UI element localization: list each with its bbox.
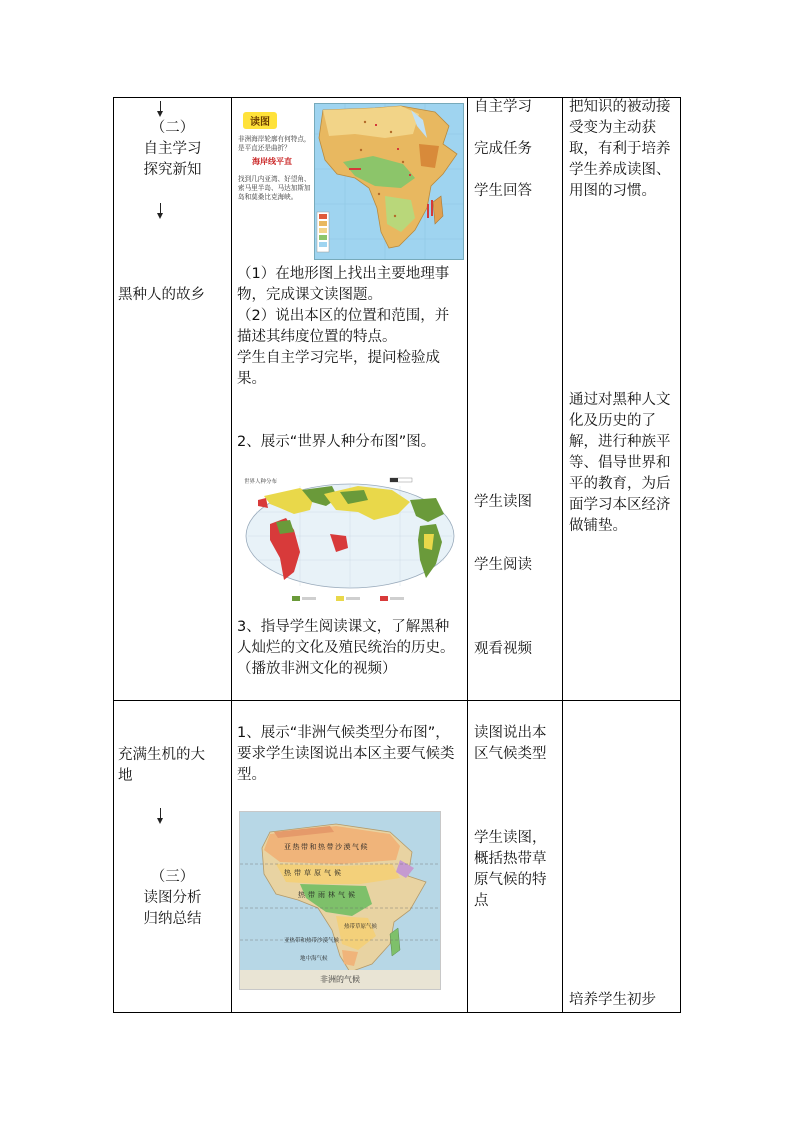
world-race-map-svg: [240, 474, 460, 614]
step-1-text: （1）在地形图上找出主要地理事物，完成课文读图题。: [237, 266, 450, 303]
down-arrow-icon: [156, 203, 166, 219]
topic-africa-land-l2: 地: [118, 768, 133, 784]
africa-climate-map: [239, 811, 441, 990]
design-intent-2: 通过对黑种人文化及历史的了解，进行种族平等、倡导世界和平的教育，为后面学习本区经济做铺垫。: [569, 392, 671, 534]
world-race-map-title: 世界人种分布: [244, 479, 278, 485]
read-text-instruction: 3、指导学生阅读课文，了解黑种人灿烂的文化及殖民统治的历史。（播放非洲文化的视频）: [237, 619, 455, 677]
section-heading-number: （二）: [150, 120, 195, 136]
table-col-divider-2: [467, 97, 468, 1013]
student-check-text: 学生自主学习完毕，提问检验成果。: [237, 350, 440, 387]
activity-answer: 学生回答: [474, 183, 532, 199]
table-border-bottom: [113, 1012, 681, 1013]
table-border-right: [680, 97, 681, 1013]
world-race-map: [240, 474, 460, 614]
topic-africa-land-l1: 充满生机的大: [118, 747, 205, 763]
climate-label-south-savanna: 热带草原气候: [344, 924, 378, 930]
show-race-map-text: 2、展示“世界人种分布图”图。: [237, 434, 436, 450]
topic-black-race: 黑种人的故乡: [118, 287, 205, 303]
africa-terrain-map-svg: [315, 104, 463, 259]
africa-terrain-map: [314, 103, 464, 260]
activity-read-map: 学生读图: [474, 494, 532, 510]
activity-complete-task: 完成任务: [474, 141, 532, 157]
section-heading-line1: 自主学习: [143, 141, 202, 157]
activity-summarize-climate: 学生读图，概括热带草原气候的特点: [474, 830, 547, 909]
section-heading-number: （三）: [150, 869, 195, 885]
climate-label-mediterranean: 地中海气候: [300, 956, 328, 962]
section-heading-line1: 读图分析: [143, 890, 202, 906]
reading-card-question2: 找到几内亚湾、好望角、索马里半岛、马达加斯加岛和莫桑比克海峡。: [238, 175, 311, 201]
reading-card: [236, 103, 314, 259]
climate-label-north-savanna: 热带草原气候: [284, 869, 344, 877]
africa-climate-map-svg: [240, 812, 440, 989]
design-intent-1: 把知识的被动接受变为主动获取，有利于培养学生养成读图、用图的习惯。: [569, 99, 671, 199]
climate-label-north-desert: 亚热带和热带沙漠气候: [284, 843, 369, 851]
table-col-divider-1: [231, 97, 232, 1013]
reading-card-title: 读图: [243, 112, 277, 129]
design-intent-3: 培养学生初步: [569, 992, 656, 1008]
show-climate-map-text: 1、展示“非洲气候类型分布图”，要求学生读图说出本区主要气候类型。: [237, 725, 455, 783]
section-heading-line2: 探究新知: [143, 162, 202, 178]
climate-label-south-desert: 亚热带和热带沙漠气候: [284, 938, 340, 944]
activity-name-climate: 读图说出本区气候类型: [474, 725, 547, 762]
step-2-text: （2）说出本区的位置和范围，并描述其纬度位置的特点。: [237, 308, 450, 345]
activity-self-study: 自主学习: [474, 99, 532, 115]
table-col-divider-3: [562, 97, 563, 1013]
climate-map-caption: 非洲的气候: [320, 975, 360, 984]
section-heading-line2: 归纳总结: [143, 911, 202, 927]
activity-watch-video: 观看视频: [474, 641, 532, 657]
climate-label-rainforest: 热带雨林气候: [298, 891, 358, 899]
activity-read-text: 学生阅读: [474, 557, 532, 573]
down-arrow-icon: [156, 101, 166, 117]
reading-card-question1: 非洲海岸轮廓有何特点，是平直还是曲折？: [238, 135, 311, 152]
reading-card-answer1: 海岸线平直: [252, 156, 292, 166]
down-arrow-icon: [156, 808, 166, 824]
table-row-divider: [113, 700, 681, 701]
